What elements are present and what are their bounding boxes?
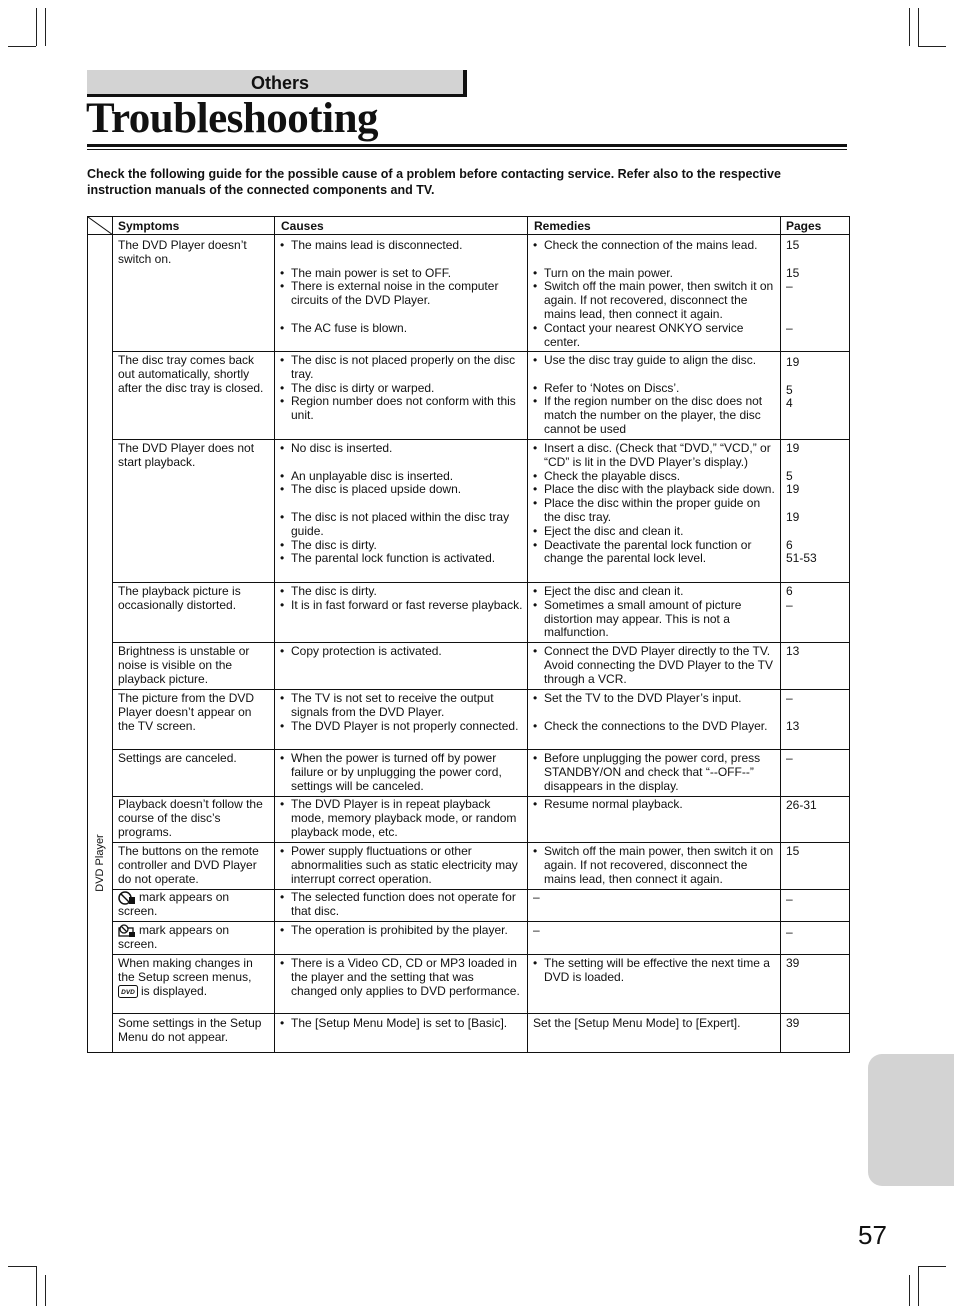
remedy-item: • Turn on the main power. [533,267,776,281]
header-pages: Pages [786,219,822,233]
remedy-item: • Insert a disc. (Check that “DVD,” “VCD,” or “CD” is lit in the DVD Player’s display.) [533,442,776,470]
page-title: Troubleshooting [86,95,378,142]
cause-item: • The main power is set to OFF. [280,267,523,281]
svg-text:DVD: DVD [121,988,135,996]
cause-item: • The disc is dirty. [280,539,523,553]
page-ref: 6 [786,584,793,598]
remedies-cell [533,585,776,640]
pages-cell [786,239,846,336]
page-ref: 19 [786,441,800,455]
remedies-cell: – [533,923,540,937]
cause-item: • The DVD Player is not properly connected. [280,720,523,734]
page-number: 57 [858,1220,887,1250]
corner-diagonal [88,217,113,235]
remedy-item: • The setting will be effective the next time a DVD is loaded. [533,957,776,985]
symptom-cell [118,924,270,952]
remedy-item: • Check the connections to the DVD Player. [533,720,776,734]
page-ref: 39 [786,1016,800,1030]
cause-item: • An unplayable disc is inserted. [280,470,523,484]
cause-item: • There is external noise in the computer circuits of the DVD Player. [280,280,523,308]
remedy-item: • Resume normal playback. [533,798,776,812]
remedy-item: • Eject the disc and clean it. [533,585,776,599]
cause-item: • The disc is not placed properly on the disc tray. [280,354,523,382]
page-ref: 5 [786,382,793,397]
causes-cell [280,957,523,998]
cause-item: • The AC fuse is blown. [280,322,523,336]
remedies-cell: Set the [Setup Menu Mode] to [Expert]. [533,1016,741,1030]
remedy-item: • Place the disc with the playback side down. [533,483,776,497]
cause-item: • Region number does not conform with this unit. [280,395,523,423]
col-divider [112,217,113,1052]
col-divider [274,217,275,1052]
remedies-cell [533,354,776,437]
symptom-cell: The disc tray comes back out automatically, shortly after the disc tray is closed. [118,353,264,395]
pages-cell [786,1017,846,1031]
page-ref: 13 [786,644,800,658]
page-ref: 26-31 [786,798,817,812]
causes-cell [280,924,523,938]
cause-item: • There is a Video CD, CD or MP3 loaded in the player and the setting that was changed only applies to DVD performance. [280,957,523,998]
cause-item: • The DVD Player is in repeat playback mode, memory playback mode, or random playback mode, etc. [280,798,523,839]
chapter-tab [868,1054,954,1186]
cause-item: • The disc is not placed within the disc tray guide. [280,511,523,539]
troubleshooting-table [87,216,850,1053]
symptom-cell: Some settings in the Setup Menu do not appear. [118,1016,262,1044]
remedy-item: • Contact your nearest ONKYO service center. [533,322,776,350]
remedies-cell [533,442,776,566]
intro-text: Check the following guide for the possible cause of a problem before contacting service. Refer also to the respective instruction manuals of the connected components and TV. [87,167,781,197]
page-ref: – [786,320,793,335]
remedy-item: • Eject the disc and clean it. [533,525,776,539]
header-symptoms: Symptoms [118,219,180,233]
row-divider [112,954,849,955]
remedy-item: • Before unplugging the power cord, press STANDBY/ON and check that “--OFF--” disappears in the display. [533,752,776,793]
section-label: Others [251,73,310,93]
remedies-cell [533,692,776,733]
section-header [87,70,467,97]
cause-item: • The selected function does not operate for that disc. [280,891,523,919]
cause-item: • The parental lock function is activated. [280,552,523,566]
causes-cell [280,891,523,919]
pages-cell [786,957,846,971]
causes-cell [280,645,523,659]
pages-cell [786,692,846,733]
cause-item: • The [Setup Menu Mode] is set to [Basic]. [280,1017,523,1031]
causes-cell [280,752,523,793]
remedies-cell [533,845,776,886]
side-label-dvd-player: DVD Player [94,834,106,892]
symptom-cell: The DVD Player does not start playback. [118,441,255,469]
remedies-cell [533,957,776,985]
symptom-cell: Settings are canceled. [118,751,237,765]
remedy-item: • Check the connection of the mains lead. [533,239,776,253]
causes-cell [280,585,523,613]
page-ref: – [786,691,793,705]
remedy-item: • Deactivate the parental lock function or change the parental lock level. [533,539,776,567]
symptom-text: mark appears on screen. [118,923,230,951]
causes-cell [280,354,523,423]
cause-item: • No disc is inserted. [280,442,523,456]
causes-cell [280,692,523,733]
pages-cell [786,585,846,613]
remedies-cell [533,752,776,793]
remedy-item: • Sometimes a small amount of picture distortion may appear. This is not a malfunction. [533,599,776,640]
cause-item: • The mains lead is disconnected. [280,239,523,253]
prohibited-disc-icon [118,891,136,905]
title-rule-thin [87,149,847,150]
symptom-cell: The playback picture is occasionally distorted. [118,584,241,612]
page-ref: – [786,597,793,612]
page-ref: 15 [786,844,800,858]
row-divider [112,582,849,583]
row-divider [112,439,849,440]
prohibited-player-icon [118,924,136,938]
causes-cell [280,845,523,886]
causes-cell [280,1017,523,1031]
cause-item: • Power supply fluctuations or other abnormalities such as static electricity may interrupt correct operation. [280,845,523,886]
row-divider [112,689,849,690]
causes-cell [280,798,523,839]
remedy-item: • Switch off the main power, then switch it on again. If not recovered, disconnect the mains lead, then connect it again. [533,280,776,321]
header-causes: Causes [281,219,324,233]
page-ref: 19 [786,509,800,524]
remedy-item: • Place the disc within the proper guide on the disc tray. [533,497,776,525]
pages-cell [786,645,846,659]
cause-item: • The disc is placed upside down. [280,483,523,497]
row-divider [112,842,849,843]
page-ref: – [786,279,793,294]
page-ref: 13 [786,718,800,733]
page-ref: 39 [786,956,800,970]
row-divider [112,749,849,750]
col-divider [527,217,528,1052]
pages-cell [786,799,846,813]
page-ref: 4 [786,396,793,411]
symptom-cell: The DVD Player doesn’t switch on. [118,238,247,266]
symptom-cell: Playback doesn’t follow the course of the disc’s programs. [118,797,263,839]
remedies-cell [533,645,776,686]
symptom-cell: Brightness is unstable or noise is visible on the playback picture. [118,644,250,686]
page-ref: – [786,751,793,765]
page-ref: 19 [786,482,800,497]
col-divider [780,217,781,1052]
remedy-item: • If the region number on the disc does not match the number on the player, the disc cannot be used [533,395,776,436]
cause-item: • The operation is prohibited by the player. [280,924,523,938]
remedies-cell [533,798,776,812]
symptom-cell [118,957,270,998]
pages-cell [786,442,846,566]
symptom-cell: The picture from the DVD Player doesn’t appear on the TV screen. [118,691,255,733]
cause-item: • When the power is turned off by power failure or by unplugging the power cord, settings will be canceled. [280,752,523,793]
header-remedies: Remedies [534,219,591,233]
remedy-item: • Connect the DVD Player directly to the TV. Avoid connecting the DVD Player to the TV through a VCR. [533,645,776,686]
remedies-cell: – [533,890,540,904]
causes-cell [280,239,523,336]
pages-cell [786,752,846,766]
page-ref: – [786,925,793,939]
row-divider [112,351,849,352]
row-divider [112,642,849,643]
remedy-item: • Switch off the main power, then switch it on again. If not recovered, disconnect the mains lead, then connect it again. [533,845,776,886]
page-ref: 5 [786,468,793,483]
pages-cell [786,893,846,907]
cause-item: • The TV is not set to receive the output signals from the DVD Player. [280,692,523,720]
remedy-item: • Refer to ‘Notes on Discs’. [533,382,776,396]
page-ref: 19 [786,355,800,369]
page-ref: – [786,892,793,906]
symptom-text: When making changes in the Setup screen menus, [118,956,253,984]
page-ref: 6 [786,537,793,552]
remedy-item: • Check the playable discs. [533,470,776,484]
row-divider [112,921,849,922]
symptom-text: mark appears on screen. [118,890,230,918]
cause-item: • The disc is dirty or warped. [280,382,523,396]
row-divider [112,1013,849,1014]
remedies-cell [533,239,776,349]
page-ref: 15 [786,238,800,252]
symptom-text: is displayed. [141,983,208,998]
remedy-item: • Use the disc tray guide to align the disc. [533,354,776,368]
symptom-cell: The buttons on the remote controller and DVD Player do not operate. [118,844,259,886]
cause-item: • Copy protection is activated. [280,645,523,659]
header-divider [88,234,849,235]
page-ref: 15 [786,265,800,280]
cause-item: • It is in fast forward or fast reverse playback. [280,599,523,613]
symptom-cell [118,891,270,919]
remedy-item: • Set the TV to the DVD Player’s input. [533,692,776,706]
pages-cell [786,356,846,411]
pages-cell [786,845,846,859]
causes-cell [280,442,523,566]
dvd-icon [118,985,138,998]
cause-item: • The disc is dirty. [280,585,523,599]
page-ref: 51-53 [786,551,817,566]
title-rule [87,144,847,147]
pages-cell [786,926,846,940]
